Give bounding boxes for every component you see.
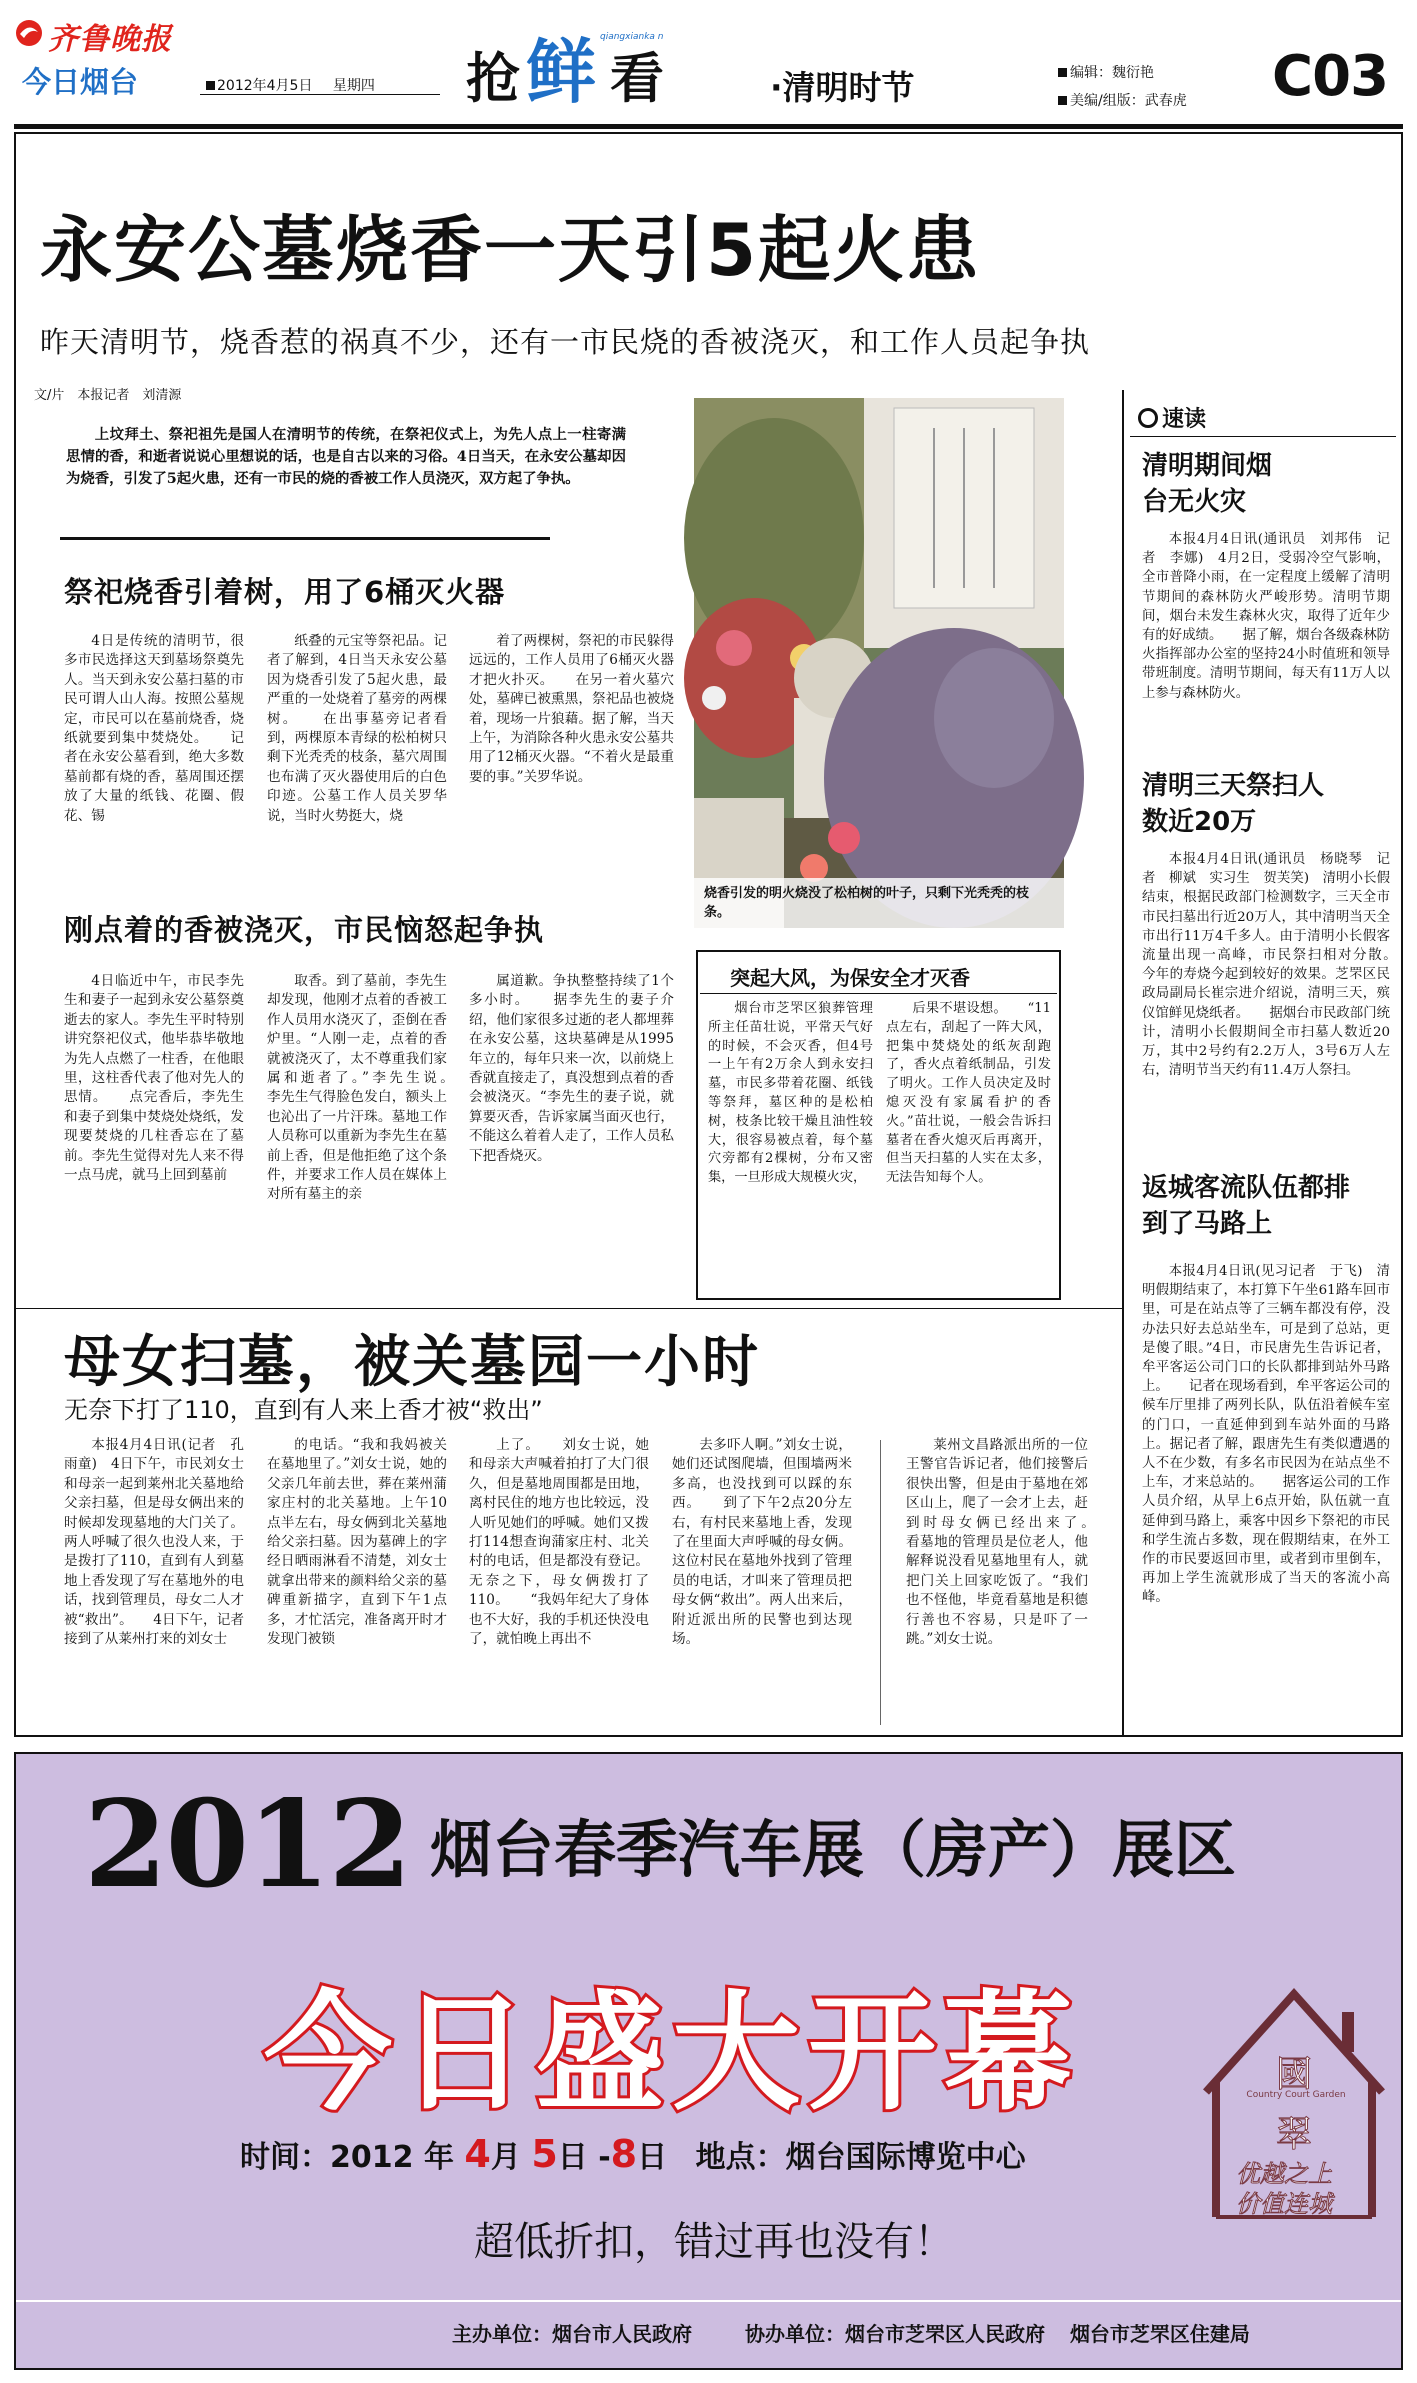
ad-tagline: 超低折扣，错过再也没有！ [474, 2219, 954, 2265]
date-marker [206, 81, 215, 90]
section3-col4: 去多吓人啊。”刘女士说，她们还试图爬墙，但围墙两米多高，也没找到可以踩的东西。 到了下午2点20分左右，有村民来墓地上香，发现了在里面大声呼喊的母女俩。这位村民在墓地外找到了管理员的电话，才叫来了管理员把母女俩“救出”。两人出来后，附近派出所的民警也到达现场。 [672, 1437, 852, 1648]
credit-marker [1058, 68, 1067, 77]
section2-col3: 属道歉。争执整整持续了1个多小时。 据李先生的妻子介绍，他们家很多过逝的老人都埋葬在永安公墓，这块墓碑是从1995年立的，每年只来一次，以前烧上香就直接走了，真没想到点着的香会被浇灭。“李先生的妻子说，就算要灭香，告诉家属当面灭也行，不能这么着着人走了，工作人员私下把香烧灭。 [469, 973, 674, 1164]
section-title: ·清明时节 [770, 68, 915, 107]
section-logo-pinyin: qiangxianka n [600, 32, 664, 42]
section-logo-char-c: 看 [610, 47, 664, 110]
section2-title: 刚点着的香被浇灭，市民恼怒起争执 [64, 913, 545, 947]
wind-box-col2: 后果不堪设想。 “11点左右，刮起了一阵大风，把集中焚烧处的纸灰刮跑了，香火点着纸制品，引发了明火。工作人员决定及时熄灭没有家属看护的香火。”苗壮说，一般会告诉扫墓者在香火熄灭后再离开，但当天扫墓的人实在太多，无法告知每个人。 [886, 1001, 1051, 1186]
masthead-rule [14, 124, 1403, 129]
ad-time-year: 2012 [330, 2140, 414, 2175]
section-logo-char-a: 抢 [466, 47, 520, 110]
wind-box-col1: 烟台市芝罘区狼葬管理所主任苗壮说，平常天气好的时候，不会灭香，但4号一上午有2万余人到永安扫墓，市民多带着花圈、纸钱等祭拜，墓区种的是松柏树，枝条比较干燥且油性较大，很容易被点着，每个墓穴旁都有2棵树，分布又密集，一旦形成大规模火灾， [708, 1001, 873, 1186]
ad-organizers [452, 2318, 1250, 2347]
sidebar-item3-head: 返城客流队伍都排到了马路上 [1142, 1173, 1351, 1239]
page-number: C03 [1272, 44, 1389, 109]
section2-col2: 取香。到了墓前，李先生却发现，他刚才点着的香被工作人员用水浇灭了，歪倒在香炉里。“人刚一走，点着的香就被浇灭了，太不尊重我们家属和逝者了。”李先生说。 李先生气得脸色发白，额头上也沁出了一片汗珠。墓地工作人员称可以重新为李先生在墓前上香，但是他拒绝了这个条件，并要求工作人员在媒体上对所有墓主的亲 [267, 973, 475, 1203]
sidebar-item1-head: 清明期间烟台无火灾 [1142, 451, 1273, 517]
paper-logo-icon [14, 18, 44, 48]
lead-photo [694, 398, 1064, 928]
byline: 文/片 本报记者 刘清源 [34, 388, 182, 403]
editor-credit [1058, 62, 1154, 82]
paper-name: 齐鲁晚报 [48, 22, 172, 57]
lead-subheadline: 昨天清明节，烧香惹的祸真不少，还有一市民烧的香被浇灭，和工作人员起争执 [40, 325, 1091, 359]
quick-read-icon [1138, 408, 1158, 428]
logo-slogan-2: 价值连城 [1236, 2190, 1332, 2218]
masthead-date-rule [200, 94, 440, 95]
section3-subtitle: 无奈下打了110，直到有人来上香才被“救出” [64, 1396, 543, 1424]
date-line [206, 75, 375, 95]
lead-headline: 永安公墓烧香一天引5起火患 [40, 208, 981, 292]
ad-time-year-unit: 年 [423, 2140, 454, 2175]
designer-credit [1058, 90, 1187, 110]
ad-time-month-unit: 月 [490, 2140, 521, 2175]
section3-col2: 的电话。“我和我妈被关在墓地里了。”刘女士说，她的父亲几年前去世，葬在莱州蒲家庄村的北关墓地。上午10点半左右，母女俩到北关墓地给父亲扫墓。因为墓碑上的字经日晒雨淋看不清楚，刘女士就拿出带来的颜料给父亲的墓碑重新描字，直到下午1点多，才忙活完，准备离开时才发现门被锁 [267, 1437, 447, 1648]
ad-headline: 烟台春季汽车展（房产）展区 [430, 1813, 1237, 1886]
ad-year: 2012 [84, 1774, 410, 1915]
photo-caption: 烧香引发的明火烧没了松柏树的叶子，只剩下光秃秃的枝条。 [694, 878, 1064, 928]
wind-box-title: 突起大风，为保安全才灭香 [730, 966, 970, 990]
section-logo [466, 12, 766, 113]
quick-read-text: 速读 [1162, 407, 1207, 432]
section1-col2: 纸叠的元宝等祭祀品。记者了解到，4日当天永安公墓因为烧香引发了5起火患，最严重的一处烧着了墓旁的两棵树。 在出事墓旁记者看到，两棵原本青绿的松柏树只剩下光秃秃的枝条，墓穴周围也布满了灭火器使用后的白色印迹。公墓工作人员关罗华说，当时火势挺大，烧 [267, 633, 447, 824]
credit-marker [1058, 96, 1067, 105]
logo-char-2: 翠 [1276, 2114, 1313, 2155]
section-logo-char-b: 鲜 [526, 31, 596, 113]
section3-top-rule [14, 1308, 1122, 1309]
organizer-label: 主办单位： [452, 2322, 552, 2346]
ad-logo [1196, 1972, 1392, 2222]
co-organizer-label: 协办单位： [744, 2322, 845, 2346]
ad-time-month: 4 [464, 2132, 491, 2176]
designer-text: 美编/组版：武春虎 [1070, 93, 1187, 109]
ad-place: 烟台国际博览中心 [785, 2140, 1026, 2175]
sidebar-top-rule [1130, 436, 1396, 437]
editor-text: 编辑：魏衍艳 [1070, 65, 1154, 81]
intro-rule [60, 537, 550, 540]
quick-read-label [1138, 402, 1206, 433]
section3-col5: 莱州文昌路派出所的一位王警官告诉记者，他们接警后很快出警，但是由于墓地在郊区山上，爬了一会才上去，赶到时母女俩已经出来了。 看墓地的管理员是位老人，他解释说没看见墓地里有人，就把门关上回家吃饭了。“我们也不怪他，毕竟看墓地是积德行善也不容易，只是吓了一跳。”刘女士说。 [906, 1437, 1116, 1648]
section2-col1: 4日临近中午，市民李先生和妻子一起到永安公墓祭奠逝去的家人。李先生平时特别讲究祭祀仪式，他毕恭毕敬地为先人点燃了一柱香，在他眼里，这柱香代表了他对先人的思情。 点完香后，李先生和妻子到集中焚烧处烧纸，发现要焚烧的几柱香忘在了墓前。李先生觉得对先人来不得一点马虎，就马上回到墓前 [64, 973, 244, 1184]
section3-title: 母女扫墓，被关墓园一小时 [64, 1330, 760, 1395]
paper-logo [14, 14, 184, 57]
lead-photo-image [694, 398, 1064, 928]
sidebar-divider [1122, 390, 1124, 1735]
sidebar-item3-text: 本报4月4日讯(见习记者 于飞) 清明假期结束了，本打算下午坐61路车回市里，可是在站点等了三辆车都没有停，没办法只好去总站坐车，可是到了总站，更是傻了眼。”4日，市民唐先生告诉记者，牟平客运公司门口的长队都排到站外马路上。 记者在现场看到，牟平客运公司的候车厅里排了两列长队，队伍沿着候车室的门口，一直延伸到到车站外面的马路上。据记者了解，跟唐先生有类似遭遇的人不在少数，有多名市民因为在站点坐不上车，才来总站的。 据客运公司的工作人员介绍，从早上6点开始，队伍就一直延伸到马路上，乘客中因乡下祭祀的市民和学生流占多数，现在假期结束，在外工作的市民要返回市里，或者到市里倒车，再加上学生流就形成了当天的客流小高峰。 [1142, 1264, 1390, 1606]
organizer: 烟台市人民政府 [552, 2322, 692, 2346]
ad-slogan: 今日盛大开幕 [264, 1979, 1081, 2128]
section3-col-divider [880, 1440, 881, 1725]
sidebar-item1-text: 本报4月4日讯(通讯员 刘邦伟 记者 李娜) 4月2日，受弱冷空气影响，全市普降小雨，在一定程度上缓解了清明节期间的森林防火严峻形势。清明节期间，烟台未发生森林火灾，取得了近年少有的好成绩。 据了解，烟台各级森林防火指挥部办公室的坚持24小时值班和领导带班制度。清明节期间，每天有11万人以上参与森林防火。 [1142, 532, 1390, 701]
co-organizer-2: 烟台市芝罘区住建局 [1069, 2322, 1250, 2346]
logo-slogan-1: 优越之上 [1236, 2160, 1332, 2188]
date-text: 2012年4月5日 [217, 78, 313, 94]
section3-col3: 上了。 刘女士说，她和母亲大声喊着拍打了大门很久，但是墓地周围都是田地，离村民住的地方也比较远，没人听见她们的呼喊。她们又拨打114想查询蒲家庄村、北关村的电话，但是都没有登记。无奈之下，母女俩拨打了110。 “我妈年纪大了身体也不大好，我的手机还快没电了，就怕晚上再出不 [469, 1437, 649, 1648]
section1-title: 祭祀烧香引着树，用了6桶灭火器 [64, 575, 506, 609]
ad-footer-rule [16, 2300, 1401, 2302]
co-organizer-1: 烟台市芝罘区人民政府 [844, 2322, 1045, 2346]
sidebar-item2-text: 本报4月4日讯(通讯员 杨晓琴 记者 柳斌 实习生 贺芙笑) 清明小长假结束，根据民政部门检测数字，三天全市市民扫墓出行近20万人，其中清明当天全市出行11万4千多人。由于清明小长假客流量出现一高峰，市民祭扫相对分散。 今年的寿烧今起到较好的效果。芝罘区民政局副局长崔宗进介绍说，清明三天，殡仪馆鲜见烧纸者。 据烟台市民政部门统计，清明小长假期间全市扫墓人数近20万，其中2号约有2.2万人，3号6万人左右，清明节当天约有11.4万人祭扫。 [1142, 852, 1417, 1079]
ad-place-label: 地点： [695, 2140, 786, 2175]
ad-time-day-start: 5 [531, 2132, 558, 2176]
section1-col1: 4日是传统的清明节，很多市民选择这天到墓场祭奠先人。当天到永安公墓扫墓的市民可谓人山人海。按照公墓规定，市民可以在墓前烧香，烧纸就要到集中焚烧处。 记者在永安公墓看到，绝大多数墓前都有烧的香，墓周围还摆放了大量的纸钱、花圈、假花、锡 [64, 633, 244, 824]
logo-small-text: Country Court Garden [1246, 2090, 1346, 2100]
section1-col3: 着了两棵树，祭祀的市民躲得远远的，工作人员用了6桶灭火器才把火扑灭。 在另一着火墓穴处，墓碑已被熏黑，祭祀品也被烧着，现场一片狼藉。据了解，当天上午，为消除各种火患永安公墓共用了12桶灭火器。“不着火是最重要的事。”关罗华说。 [469, 633, 674, 785]
ad-time-day-end: 8 [610, 2132, 638, 2176]
ad-time-day-end-unit: 日 [637, 2140, 668, 2175]
section3-col1: 本报4月4日讯(记者 孔雨童) 4日下午，市民刘女士和母亲一起到莱州北关墓地给父亲扫墓，但是母女俩出来的时候却发现墓地的大门关了。两人呼喊了很久也没人来，于是拨打了110，直到有人到墓地上香发现了写在墓地外的电话，找到管理员，母女二人才被“救出”。 4日下午，记者接到了从莱州打来的刘女士 [64, 1437, 244, 1648]
lead-intro: 上坟拜土、祭祀祖先是国人在清明节的传统，在祭祀仪式上，为先人点上一柱寄满思情的香，和逝者说说心里想说的话，也是自古以来的习俗。4日当天，在永安公墓却因为烧香，引发了5起火患，还有一市民的烧的香被工作人员浇灭，双方起了争执。 [66, 426, 626, 487]
edition-label: 今日烟台 [22, 65, 139, 99]
sidebar-item2-head: 清明三天祭扫人数近20万 [1142, 771, 1325, 837]
ad-time-sep: - [598, 2140, 611, 2175]
weekday-text: 星期四 [332, 78, 375, 94]
ad-time-day-unit: 日 [557, 2140, 588, 2175]
wind-box-rule [700, 993, 1057, 994]
ad-time-label: 时间： [240, 2140, 330, 2175]
ad-time-place [240, 2132, 1026, 2176]
logo-char-1: 國 [1276, 2054, 1313, 2095]
